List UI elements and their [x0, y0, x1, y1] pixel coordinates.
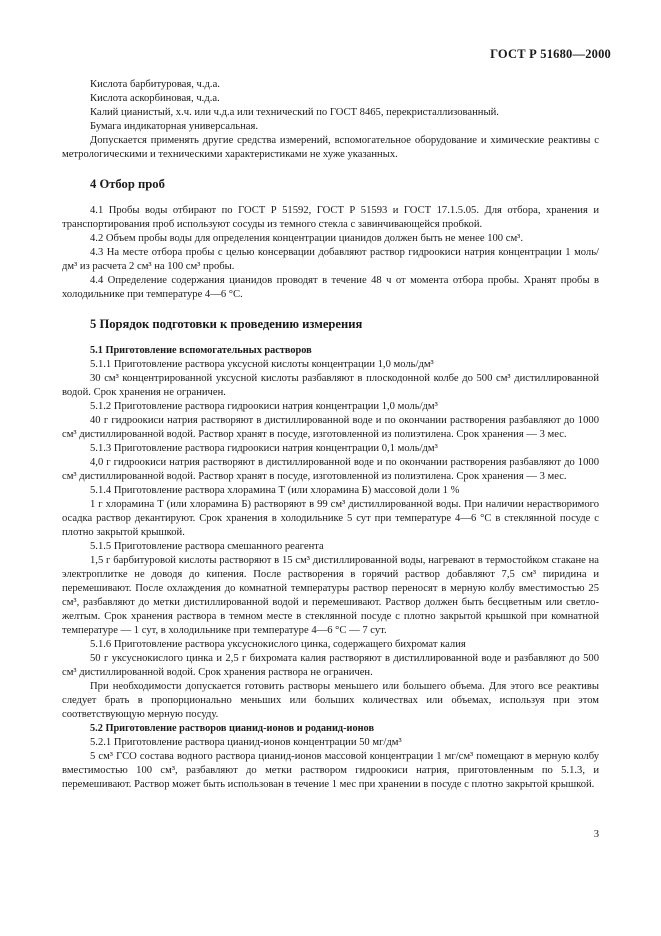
subsection-heading: 5.2 Приготовление растворов цианид-ионов и роданид-ионов: [90, 723, 375, 734]
paragraph: При необходимости допускается готовить растворы меньшего или большего объема. Для этого все реактивы следует брать в пропорционально меньших или больших количествах или объемах, используя при этом соответствующую мерную посуду.: [62, 681, 599, 720]
paragraph: 4.4 Определение содержания цианидов проводят в течение 48 ч от момента отбора пробы. Хранят пробы в холодильнике при температуре 4—6 °С.: [62, 275, 599, 300]
paragraph: 5 см³ ГСО состава водного раствора цианид-ионов массовой концентрации 1 мг/см³ помещают в мерную колбу вместимостью 100 см³, разбавляют до метки раствором гидроокиси натрия, приготовленным по 5.1.3, и перемешивают. Раствор может быть использован в течение 1 мес при хранении в посуде с плотно закрытой крышкой.: [62, 751, 599, 790]
page-number: 3: [593, 829, 599, 840]
paragraph: 5.2.1 Приготовление раствора цианид-ионов концентрации 50 мг/дм³: [90, 737, 402, 748]
paragraph: 5.1.5 Приготовление раствора смешанного реагента: [90, 541, 324, 552]
subsection-heading: 5.1 Приготовление вспомогательных растворов: [90, 345, 312, 356]
document-body: [62, 78, 599, 792]
reagent-line: Бумага индикаторная универсальная.: [90, 121, 259, 132]
paragraph: 5.1.6 Приготовление раствора уксуснокислого цинка, содержащего бихромат калия: [90, 639, 466, 650]
paragraph: 5.1.1 Приготовление раствора уксусной кислоты концентрации 1,0 моль/дм³: [90, 359, 434, 370]
paragraph: 5.1.4 Приготовление раствора хлорамина Т (или хлорамина Б) массовой доли 1 %: [90, 485, 460, 496]
paragraph: 40 г гидроокиси натрия растворяют в дистиллированной воде и по окончании растворения разбавляют до 1000 см³ дистиллированной водой. Раствор хранят в посуде, изготовленной из полиэтилена. Срок хранения — 3 мес.: [62, 415, 599, 440]
section-heading: 5 Порядок подготовки к проведению измерения: [90, 317, 363, 331]
standard-header: ГОСТ Р 51680—2000: [490, 47, 611, 61]
paragraph: 4.2 Объем пробы воды для определения концентрации цианидов должен быть не менее 100 см³.: [90, 233, 523, 244]
section-heading: 4 Отбор проб: [90, 177, 165, 191]
paragraph: 4.1 Пробы воды отбирают по ГОСТ Р 51592, ГОСТ Р 51593 и ГОСТ 17.1.5.05. Для отбора, хранения и транспортирования проб используют сосуды из темного стекла с завинчивающейся пробкой.: [62, 205, 599, 230]
paragraph: 30 см³ концентрированной уксусной кислоты разбавляют в плоскодонной колбе до 500 см³ дистиллированной водой. Срок хранения не ограничен.: [62, 373, 599, 398]
paragraph: 5.1.2 Приготовление раствора гидроокиси натрия концентрации 1,0 моль/дм³: [90, 401, 438, 412]
paragraph: 50 г уксуснокислого цинка и 2,5 г бихромата калия растворяют в дистиллированной воде и разбавляют до 500 см³ дистиллированной водой. Срок хранения раствора не ограничен.: [62, 653, 599, 678]
reagent-line: Кислота аскорбиновая, ч.д.а.: [90, 93, 220, 104]
paragraph: Допускается применять другие средства измерений, вспомогательное оборудование и химические реактивы с метрологическими и техническими характеристиками не хуже указанных.: [62, 135, 599, 160]
reagent-line: Калий цианистый, х.ч. или ч.д.а или технический по ГОСТ 8465, перекристаллизованный.: [90, 107, 499, 118]
paragraph: 4,0 г гидроокиси натрия растворяют в дистиллированной воде и по окончании растворения разбавляют до 1000 см³ дистиллированной водой. Раствор хранят в посуде, изготовленной из полиэтилена. Срок хранения — 3 мес.: [62, 457, 599, 482]
paragraph: 4.3 На месте отбора пробы с целью консервации добавляют раствор гидроокиси натрия концентрации 1 моль/дм³ из расчета 2 см³ на 100 см³ пробы.: [62, 247, 599, 272]
paragraph: 1,5 г барбитуровой кислоты растворяют в 15 см³ дистиллированной воды, нагревают в термостойком стакане на электроплитке не доводя до кипения. После растворения в горячий раствор добавляют 7,5 см³ пиридина и перемешивают. После охлаждения до комнатной температуры раствор переносят в мерную колбу вместимостью 25 см³, разбавляют до метки дистиллированной водой и перемешивают. Раствор должен быть бесцветным или светло-желтым. Срок хранения раствора в темном месте в стеклянной посуде с плотно закрытой крышкой при комнатной температуре — 1 сут, в холодильнике при температуре 4—6 °С — 7 сут.: [62, 555, 599, 636]
paragraph: 5.1.3 Приготовление раствора гидроокиси натрия концентрации 0,1 моль/дм³: [90, 443, 438, 454]
paragraph: 1 г хлорамина Т (или хлорамина Б) растворяют в 99 см³ дистиллированной воды. При наличии нерастворимого осадка раствор декантируют. Срок хранения в холодильнике 5 сут при температуре 4—6 °С в стеклянной посуде с плотно закрытой крышкой.: [62, 499, 599, 538]
reagent-line: Кислота барбитуровая, ч.д.а.: [90, 79, 220, 90]
